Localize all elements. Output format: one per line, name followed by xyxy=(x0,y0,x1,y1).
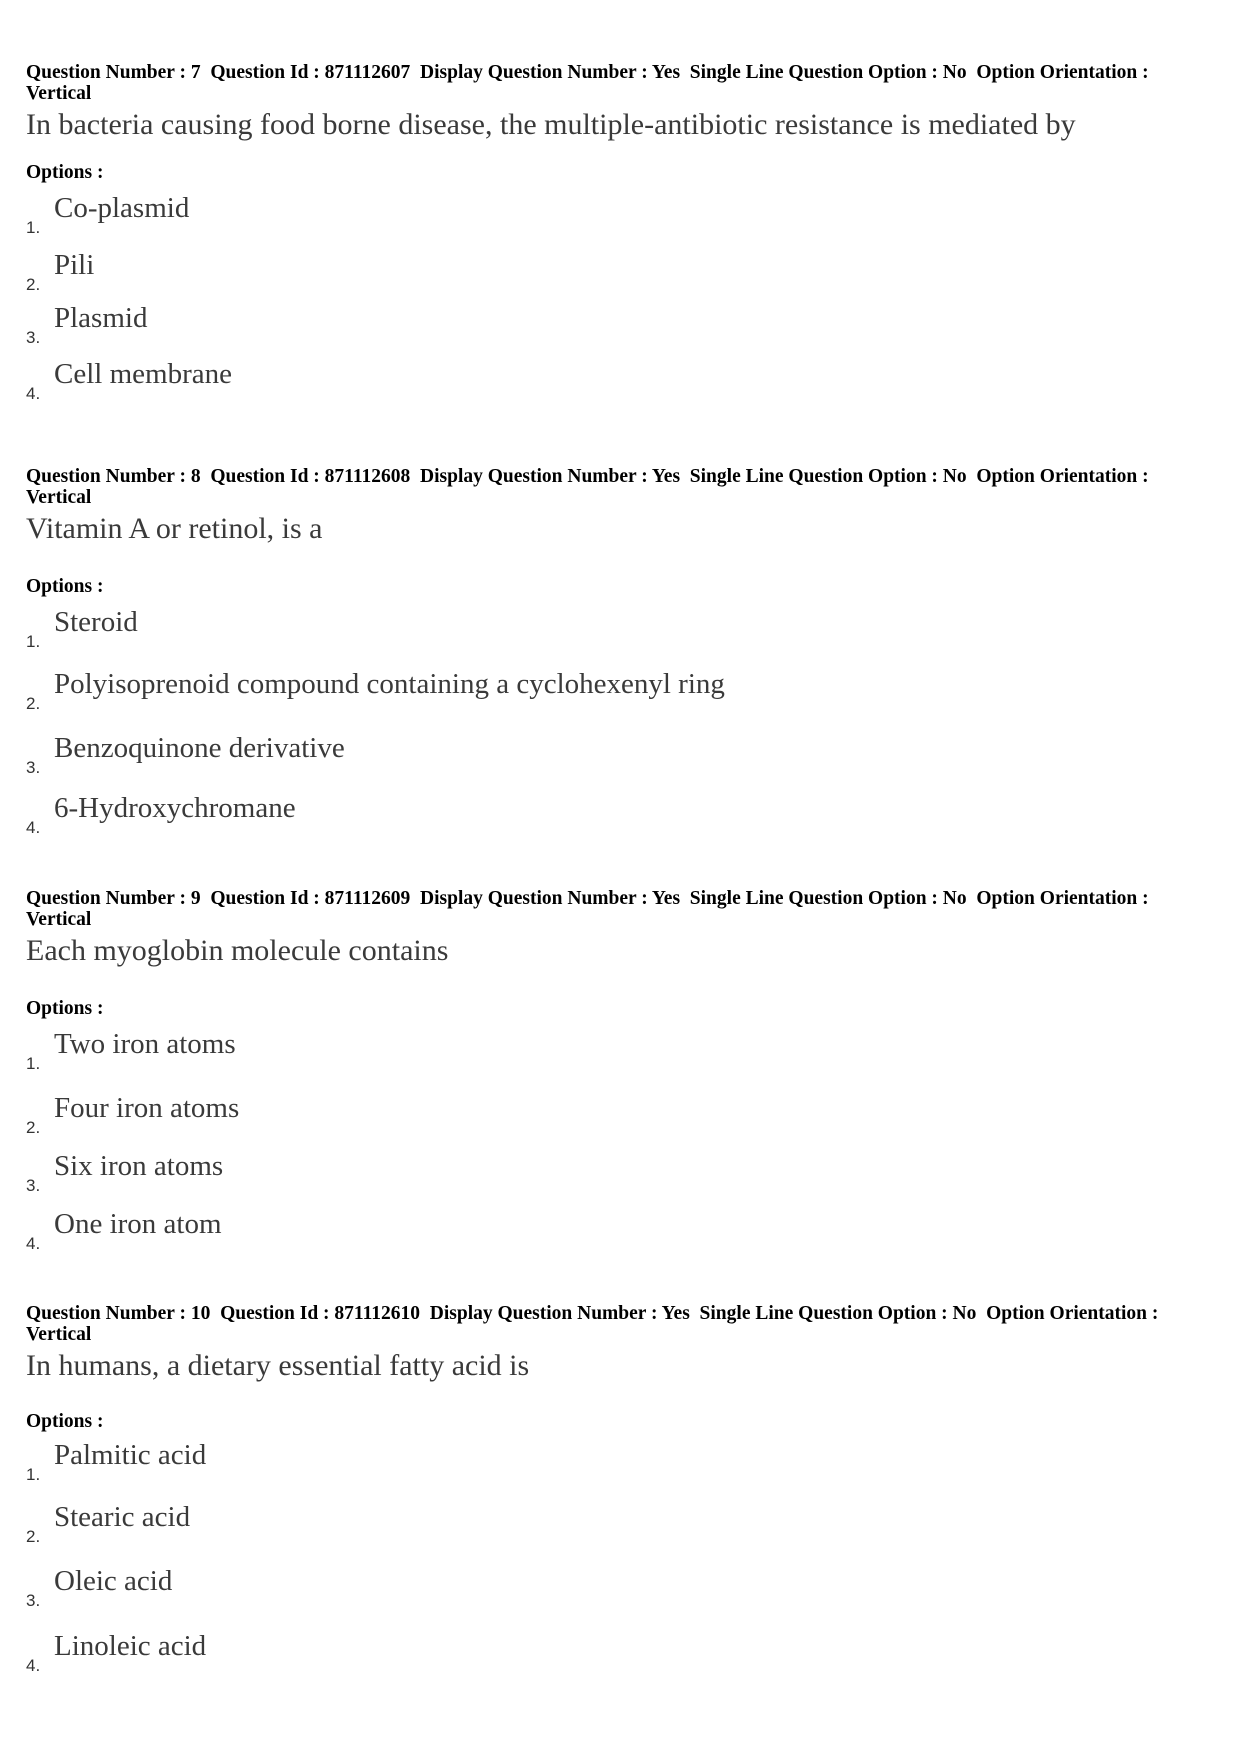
option-item xyxy=(26,668,926,714)
option-number: 1. xyxy=(26,1054,41,1073)
option-text: Benzoquinone derivative xyxy=(54,732,345,764)
option-number: 4. xyxy=(26,1234,41,1253)
option-item xyxy=(26,1028,926,1074)
option-number: 3. xyxy=(26,1176,41,1195)
option-text: Six iron atoms xyxy=(54,1150,224,1182)
option-text: Linoleic acid xyxy=(54,1630,207,1662)
option-text: Co-plasmid xyxy=(54,192,190,224)
question-block xyxy=(26,466,1216,837)
option-item xyxy=(26,1150,926,1196)
option-number: 4. xyxy=(26,1656,41,1675)
option-item xyxy=(26,302,926,348)
option-number: 3. xyxy=(26,758,41,777)
option-text: Cell membrane xyxy=(54,358,232,390)
option-number: 2. xyxy=(26,694,41,713)
option-item xyxy=(26,1092,926,1138)
question-text: Each myoglobin molecule contains xyxy=(26,934,449,967)
question-text: In humans, a dietary essential fatty acid is xyxy=(26,1349,530,1382)
option-number: 1. xyxy=(26,1465,41,1484)
option-number: 2. xyxy=(26,275,41,294)
options-label: Options : xyxy=(26,998,104,1019)
question-block xyxy=(26,62,1216,403)
option-item xyxy=(26,1501,926,1547)
question-header: Question Number : 10 Question Id : 871112610 Display Question Number : Yes Single Line Question Option : No Option Orientation : Vertical xyxy=(26,1303,1163,1345)
question-block xyxy=(26,888,1216,1253)
option-text: Four iron atoms xyxy=(54,1092,240,1124)
option-item xyxy=(26,249,926,295)
option-item xyxy=(26,1630,926,1676)
option-number: 1. xyxy=(26,218,41,237)
question-text: In bacteria causing food borne disease, the multiple-antibiotic resistance is mediated by xyxy=(26,108,1076,141)
question-block xyxy=(26,1303,1216,1675)
option-item xyxy=(26,1439,926,1485)
option-number: 1. xyxy=(26,632,41,651)
option-item xyxy=(26,358,926,404)
option-number: 3. xyxy=(26,328,41,347)
question-header: Question Number : 8 Question Id : 871112608 Display Question Number : Yes Single Line Question Option : No Option Orientation : Vertical xyxy=(26,466,1154,508)
options-label: Options : xyxy=(26,576,104,597)
option-text: Two iron atoms xyxy=(54,1028,236,1060)
option-text: Palmitic acid xyxy=(54,1439,207,1471)
option-text: Plasmid xyxy=(54,302,148,334)
option-text: 6-Hydroxychromane xyxy=(54,792,296,824)
option-text: Polyisoprenoid compound containing a cyclohexenyl ring xyxy=(54,668,725,700)
option-number: 2. xyxy=(26,1118,41,1137)
options-label: Options : xyxy=(26,1411,104,1432)
option-text: Steroid xyxy=(54,606,138,638)
question-text: Vitamin A or retinol, is a xyxy=(26,512,323,545)
question-header: Question Number : 9 Question Id : 871112609 Display Question Number : Yes Single Line Question Option : No Option Orientation : Vertical xyxy=(26,888,1154,930)
option-number: 4. xyxy=(26,384,41,403)
question-header: Question Number : 7 Question Id : 871112607 Display Question Number : Yes Single Line Question Option : No Option Orientation : Vertical xyxy=(26,62,1154,104)
option-text: Pili xyxy=(54,249,95,281)
option-item xyxy=(26,606,926,652)
option-item xyxy=(26,732,926,778)
option-item xyxy=(26,792,926,838)
option-item xyxy=(26,1208,926,1254)
option-text: Oleic acid xyxy=(54,1565,173,1597)
option-number: 2. xyxy=(26,1527,41,1546)
options-label: Options : xyxy=(26,162,104,183)
option-item xyxy=(26,192,926,238)
option-text: Stearic acid xyxy=(54,1501,191,1533)
option-item xyxy=(26,1565,926,1611)
option-text: One iron atom xyxy=(54,1208,222,1240)
option-number: 3. xyxy=(26,1591,41,1610)
option-number: 4. xyxy=(26,818,41,837)
